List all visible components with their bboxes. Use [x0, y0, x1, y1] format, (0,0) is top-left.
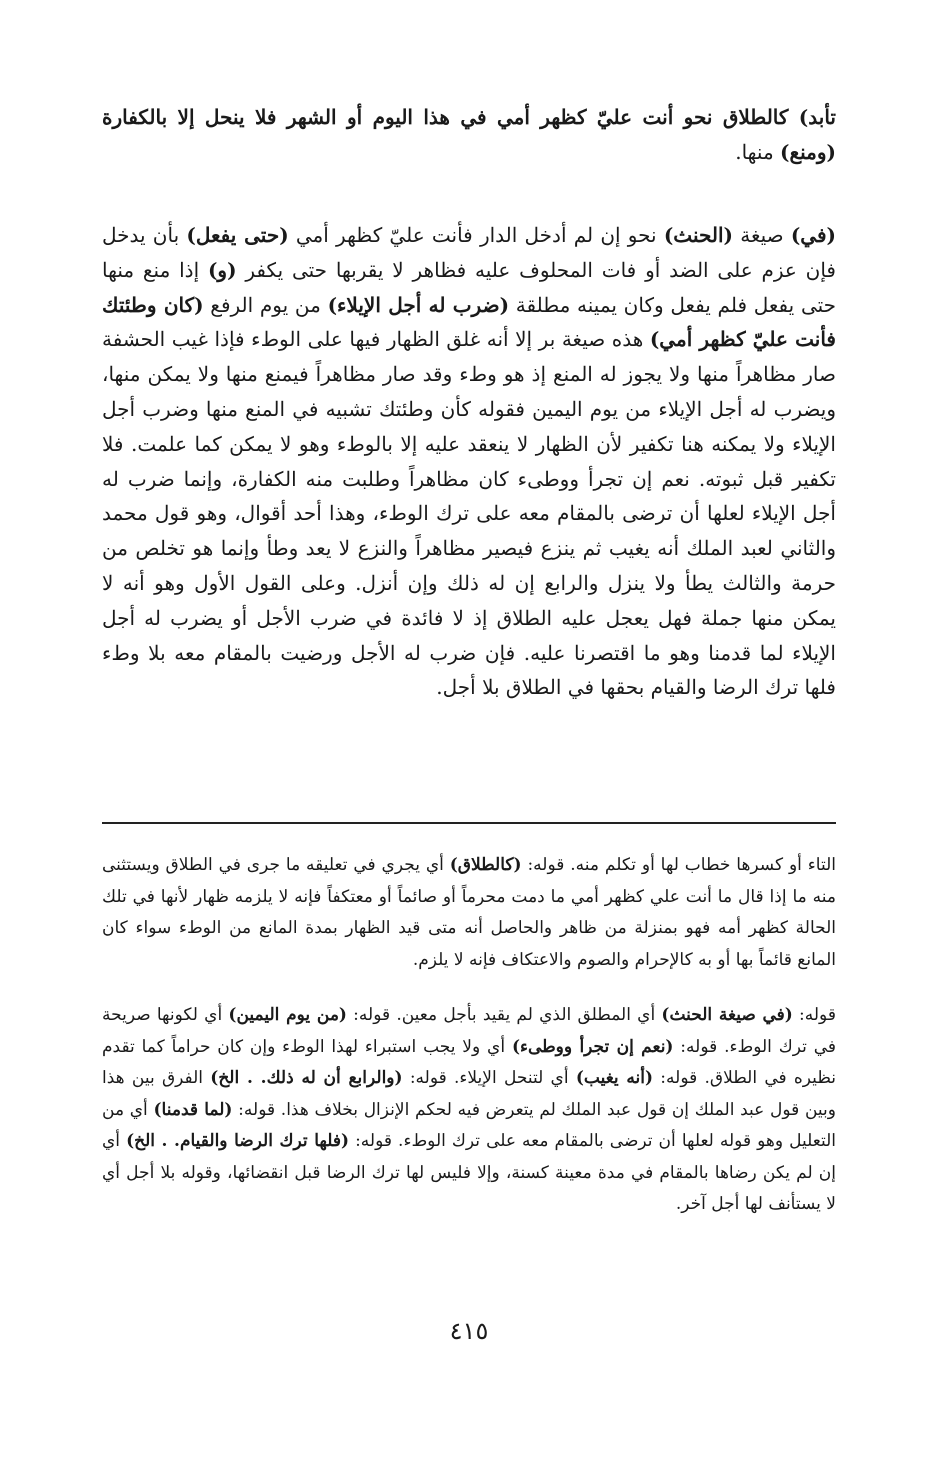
footnote-paragraph-1	[102, 850, 836, 976]
main-text-span: (حتى يفعل)	[186, 223, 289, 247]
main-paragraph-1	[102, 100, 836, 170]
main-text-span: هذه صيغة بر إلا أنه غلق الظهار فيها على الوطء فإذا غيب الحشفة صار مظاهراً منها ولا يجوز له المنع إذ هو وطء وقد صار مظاهراً فيمنع منها ولا يمكن منها، ويضرب له أجل الإيلاء من يوم اليمين فقوله كأن وطئتك تشبيه في المنع منها وضرب أجل الإيلاء ولا يمكنه هنا تكفير لأن الظهار لا ينعقد عليه إلا بالوطء وهو لا يمكن كما علمت. فلا تكفير قبل ثبوته. نعم إن تجرأ ووطىء كان مظاهراً وطلبت منه الكفارة، وإنما ضرب له أجل الإيلاء لعلها أن ترضى بالمقام معه على ترك الوطء، وهذا أحد أقوال، وهو قول محمد والثاني لعبد الملك أنه يغيب ثم ينزع فيصير مظاهراً والنزع لا يعد وطأ وإنما هو تخلص من حرمة والثالث يطأ ولا ينزل والرابع إن له ذلك وإن أنزل. وعلى القول الأول وهو أنه لا يمكن منها جملة فهل يعجل عليه الطلاق إذ لا فائدة في ضرب الأجل أو يضرب له أجل الإيلاء لما قدمنا وهو ما اقتصرنا عليه. فإن ضرب له الأجل ورضيت بالمقام معه بلا وطء فلها ترك الرضا والقيام بحقها في الطلاق بلا أجل.	[102, 327, 836, 700]
footnote-text-span: (والرابع أن له ذلك. . الخ)	[210, 1068, 403, 1088]
main-text-span: (كان وطئتك فأنت عليّ كظهر أمي)	[102, 292, 836, 352]
main-text-span: (في)	[790, 223, 836, 247]
footnote-text-span: (نعم إن تجرأ ووطىء)	[511, 1036, 674, 1057]
main-text-span: (ومنع)	[780, 139, 836, 164]
main-text-span: (ضرب له أجل الإيلاء)	[327, 292, 510, 317]
footnote-text-span: (فلها ترك الرضا والقيام. . الخ)	[126, 1131, 350, 1151]
footnote-text-span: أي من التعليل وهو قوله لعلها أن ترضى بالمقام معه على ترك الوطء. قوله:	[102, 1099, 837, 1151]
footnote-text-span: قوله:	[792, 1005, 836, 1025]
main-text-span: تأبد) كالطلاق نحو أنت عليّ كظهر أمي في هذا اليوم أو الشهر فلا ينحل إلا بالكفارة	[102, 105, 836, 129]
footnote-separator	[102, 822, 836, 824]
page-number: ٤١٥	[449, 1317, 489, 1345]
footnote-text-span: (كالطلاق)	[449, 855, 522, 875]
footnote-text-span: أي لتنحل الإيلاء. قوله:	[402, 1068, 576, 1088]
main-paragraph-2	[102, 218, 836, 705]
footnote-text-span: (لما قدمنا)	[153, 1099, 233, 1120]
main-text-span: إذا منع منها حتى يفعل فلم يفعل وكان يمينه مطلقة	[102, 257, 837, 317]
main-text-span: بأن يدخل فإن عزم على الضد أو فات المحلوف عليه فظاهر لا يقربها حتى يكفر	[102, 223, 836, 282]
footnote-text-span: أي لكونها صريحة في ترك الوطء. قوله:	[102, 1005, 836, 1057]
footnote-text-span: أي المطلق الذي لم يقيد بأجل معين. قوله:	[346, 1005, 662, 1025]
footnote-text-span: أي إن لم يكن رضاها بالمقام في مدة معينة كسنة، وإلا فليس لها ترك الرضا قبل انقضائها، وقوله بلا أجل أي لا يستأنف لها أجل آخر.	[102, 1131, 836, 1214]
main-text-span: من يوم الرفع	[203, 292, 328, 317]
main-text-span: (الحنث)	[663, 223, 734, 247]
footnote-text-span: أي يجري في تعليقه ما جرى في الطلاق ويستثنى منه ما إذا قال ما أنت علي كظهر أمي ما دمت محرماً أو صائماً أو معتكفاً فإنه لا يلزمه ظهار لأنها في تلك الحالة كظهر أمه فهو بمنزلة من ظاهر والحاصل أنه متى قيد الظهار بمدة المانع من الوطء سواء كان المانع قائماً بها أو به كالإحرام والصوم والاعتكاف فإنه لا يلزم.	[102, 855, 836, 970]
main-text-span: نحو إن لم أدخل الدار فأنت عليّ كظهر أمي	[288, 223, 664, 247]
footnote-text-span: أي ولا يجب استبراء لهذا الوطء وإن كان حراماً كما تقدم نظيره في الطلاق. قوله:	[102, 1036, 836, 1088]
footnote-text-span: (في صيغة الحنث)	[661, 1005, 793, 1025]
main-text-span: (و)	[207, 257, 237, 282]
footnote-text-span: التاء أو كسرها خطاب لها أو تكلم منه. قوله:	[521, 855, 836, 875]
main-text-span: منها.	[735, 139, 781, 164]
footnote-text-span: الفرق بين هذا وبين قول عبد الملك إن قول عبد الملك لم يتعرض فيه لحكم الإنزال بخلاف هذا. قوله:	[102, 1068, 836, 1120]
main-text-span: صيغة	[733, 223, 791, 247]
footnote-text-span: (أنه يغيب)	[575, 1068, 654, 1088]
footnote-text-span: (من يوم اليمين)	[228, 1005, 347, 1025]
footnote-paragraph-2	[102, 1000, 836, 1221]
